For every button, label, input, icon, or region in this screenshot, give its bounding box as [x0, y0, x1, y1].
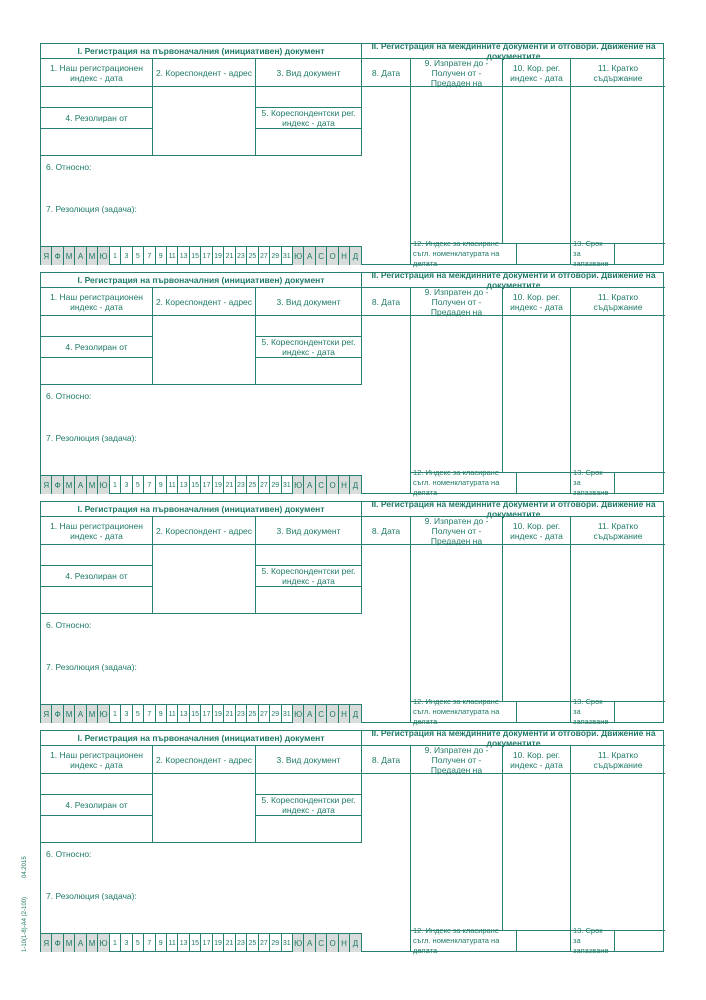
- day-marker[interactable]: 23: [236, 247, 247, 265]
- day-marker[interactable]: 21: [224, 934, 235, 952]
- day-marker[interactable]: 23: [236, 705, 247, 723]
- day-marker[interactable]: 11: [167, 705, 178, 723]
- field-9-label: 9. Изпратен до - Получен от - Предаден на: [411, 288, 503, 316]
- field-6-label: 6. Относно:: [46, 391, 92, 401]
- day-marker[interactable]: 9: [156, 476, 167, 494]
- month-day-strip: [41, 475, 362, 494]
- day-marker[interactable]: 17: [201, 247, 212, 265]
- section2-title: II. Регистрация на междинните документи и отговори. Движение на документите: [362, 273, 665, 288]
- day-marker[interactable]: 31: [282, 476, 293, 494]
- month-marker[interactable]: О: [327, 934, 338, 952]
- field-3-label: 3. Вид документ: [256, 288, 362, 316]
- month-marker[interactable]: М: [87, 705, 98, 723]
- day-marker[interactable]: 21: [224, 247, 235, 265]
- field-5-input[interactable]: [256, 129, 362, 156]
- day-marker[interactable]: 19: [213, 934, 224, 952]
- month-marker[interactable]: О: [327, 705, 338, 723]
- day-marker[interactable]: 23: [236, 476, 247, 494]
- month-marker[interactable]: Ю: [98, 705, 109, 723]
- month-marker[interactable]: А: [304, 705, 315, 723]
- day-marker[interactable]: 25: [247, 705, 258, 723]
- field-3-label: 3. Вид документ: [256, 517, 362, 545]
- field-1-label: 1. Наш регистрационен индекс - дата: [41, 59, 153, 87]
- form-code: 1-10(1-8)-А4 (2-100): [22, 896, 28, 952]
- field-8-label: 8. Дата: [362, 517, 411, 545]
- month-marker[interactable]: М: [87, 476, 98, 494]
- field-8-label: 8. Дата: [362, 288, 411, 316]
- month-marker[interactable]: А: [75, 705, 86, 723]
- section1-title: I. Регистрация на първоначалния (инициативен) документ: [41, 502, 362, 517]
- field-13-input[interactable]: [615, 473, 665, 493]
- field-9-input[interactable]: [411, 545, 503, 702]
- month-marker[interactable]: Я: [41, 476, 52, 494]
- day-marker[interactable]: 19: [213, 476, 224, 494]
- field-9-label: 9. Изпратен до - Получен от - Предаден на: [411, 517, 503, 545]
- field-12-label: 12. Индекс за класиране съгл. номенклатурата на делата: [411, 473, 517, 493]
- day-marker[interactable]: 9: [156, 247, 167, 265]
- day-marker[interactable]: 27: [259, 476, 270, 494]
- day-marker[interactable]: 7: [144, 934, 155, 952]
- field-13-label: 13. Срок за запазване: [571, 244, 615, 264]
- day-marker[interactable]: 7: [144, 247, 155, 265]
- field-5-label: 5. Кореспондентски рег. индекс - дата: [256, 795, 362, 816]
- field-4-input[interactable]: [41, 816, 153, 843]
- field-1-input[interactable]: [41, 774, 153, 795]
- field-2-input[interactable]: [153, 87, 256, 156]
- field-2-label: 2. Кореспондент - адрес: [153, 59, 256, 87]
- field-3-input[interactable]: [256, 774, 362, 795]
- field-8-input[interactable]: [362, 316, 411, 493]
- field-3-label: 3. Вид документ: [256, 746, 362, 774]
- day-marker[interactable]: 23: [236, 934, 247, 952]
- day-marker[interactable]: 27: [259, 705, 270, 723]
- month-marker[interactable]: Ю: [98, 934, 109, 952]
- field-11-input[interactable]: [571, 774, 665, 931]
- field-1-input[interactable]: [41, 316, 153, 337]
- field-10-input[interactable]: [503, 87, 571, 244]
- field-10-label: 10. Кор. рег. индекс - дата: [503, 746, 571, 774]
- day-marker[interactable]: 21: [224, 476, 235, 494]
- section1-title: I. Регистрация на първоначалния (инициативен) документ: [41, 731, 362, 746]
- field-11-input[interactable]: [571, 545, 665, 702]
- month-marker[interactable]: Ф: [52, 247, 63, 265]
- field-13-input[interactable]: [615, 244, 665, 264]
- day-marker[interactable]: 7: [144, 705, 155, 723]
- day-marker[interactable]: 1: [110, 476, 121, 494]
- field-1-label: 1. Наш регистрационен индекс - дата: [41, 517, 153, 545]
- field-9-input[interactable]: [411, 774, 503, 931]
- field-4-input[interactable]: [41, 129, 153, 156]
- month-marker[interactable]: Ф: [52, 934, 63, 952]
- field-9-label: 9. Изпратен до - Получен от - Предаден на: [411, 746, 503, 774]
- field-11-label: 11. Кратко съдържание: [571, 59, 665, 87]
- field-12-label: 12. Индекс за класиране съгл. номенклатурата на делата: [411, 931, 517, 951]
- day-marker[interactable]: 15: [190, 705, 201, 723]
- day-marker[interactable]: 3: [121, 247, 132, 265]
- field-5-label: 5. Кореспондентски рег. индекс - дата: [256, 566, 362, 587]
- month-marker[interactable]: Я: [41, 934, 52, 952]
- month-marker[interactable]: А: [304, 476, 315, 494]
- day-marker[interactable]: 5: [133, 934, 144, 952]
- field-11-input[interactable]: [571, 316, 665, 473]
- day-marker[interactable]: 13: [178, 476, 189, 494]
- field-2-label: 2. Кореспондент - адрес: [153, 746, 256, 774]
- day-marker[interactable]: 19: [213, 247, 224, 265]
- day-marker[interactable]: 21: [224, 705, 235, 723]
- field-1-label: 1. Наш регистрационен индекс - дата: [41, 288, 153, 316]
- month-marker[interactable]: Н: [339, 476, 350, 494]
- month-marker[interactable]: С: [316, 247, 327, 265]
- field-2-label: 2. Кореспондент - адрес: [153, 288, 256, 316]
- field-4-input[interactable]: [41, 587, 153, 614]
- month-marker[interactable]: Ю: [98, 247, 109, 265]
- day-marker[interactable]: 15: [190, 476, 201, 494]
- field-13-label: 13. Срок за запазване: [571, 473, 615, 493]
- day-marker[interactable]: 15: [190, 934, 201, 952]
- field-12-input[interactable]: [517, 702, 571, 722]
- field-9-label: 9. Изпратен до - Получен от - Предаден на: [411, 59, 503, 87]
- field-6-label: 6. Относно:: [46, 162, 92, 172]
- field-12-label: 12. Индекс за класиране съгл. номенклатурата на делата: [411, 244, 517, 264]
- day-marker[interactable]: 9: [156, 705, 167, 723]
- day-marker[interactable]: 15: [190, 247, 201, 265]
- field-5-input[interactable]: [256, 587, 362, 614]
- day-marker[interactable]: 1: [110, 934, 121, 952]
- month-marker[interactable]: М: [87, 934, 98, 952]
- day-marker[interactable]: 11: [167, 247, 178, 265]
- field-5-input[interactable]: [256, 816, 362, 843]
- month-marker[interactable]: А: [75, 247, 86, 265]
- field-13-label: 13. Срок за запазване: [571, 702, 615, 722]
- field-12-input[interactable]: [517, 244, 571, 264]
- field-11-label: 11. Кратко съдържание: [571, 746, 665, 774]
- registration-block: [40, 270, 664, 497]
- day-marker[interactable]: 31: [282, 247, 293, 265]
- month-marker[interactable]: С: [316, 476, 327, 494]
- field-10-input[interactable]: [503, 774, 571, 931]
- field-10-label: 10. Кор. рег. индекс - дата: [503, 517, 571, 545]
- field-5-label: 5. Кореспондентски рег. индекс - дата: [256, 108, 362, 129]
- field-9-input[interactable]: [411, 87, 503, 244]
- field-10-input[interactable]: [503, 545, 571, 702]
- day-marker[interactable]: 9: [156, 934, 167, 952]
- month-marker[interactable]: Ф: [52, 476, 63, 494]
- field-4-label: 4. Резолиран от: [41, 795, 153, 816]
- registration-block: [40, 728, 664, 955]
- day-marker[interactable]: 3: [121, 934, 132, 952]
- day-marker[interactable]: 29: [270, 476, 281, 494]
- field-1-input[interactable]: [41, 87, 153, 108]
- day-marker[interactable]: 13: [178, 705, 189, 723]
- month-marker[interactable]: М: [64, 934, 75, 952]
- field-3-label: 3. Вид документ: [256, 59, 362, 87]
- day-marker[interactable]: 27: [259, 934, 270, 952]
- field-4-label: 4. Резолиран от: [41, 566, 153, 587]
- field-2-label: 2. Кореспондент - адрес: [153, 517, 256, 545]
- day-marker[interactable]: 5: [133, 247, 144, 265]
- section1-title: I. Регистрация на първоначалния (инициативен) документ: [41, 44, 362, 59]
- field-4-label: 4. Резолиран от: [41, 108, 153, 129]
- month-day-strip: [41, 246, 362, 265]
- field-10-label: 10. Кор. рег. индекс - дата: [503, 288, 571, 316]
- day-marker[interactable]: 27: [259, 247, 270, 265]
- field-13-input[interactable]: [615, 931, 665, 951]
- day-marker[interactable]: 25: [247, 476, 258, 494]
- form-date: 04.2015: [22, 856, 28, 878]
- day-marker[interactable]: 29: [270, 247, 281, 265]
- field-8-label: 8. Дата: [362, 59, 411, 87]
- month-marker[interactable]: М: [64, 247, 75, 265]
- field-13-label: 13. Срок за запазване: [571, 931, 615, 951]
- day-marker[interactable]: 29: [270, 934, 281, 952]
- day-marker[interactable]: 31: [282, 705, 293, 723]
- month-marker[interactable]: Д: [350, 476, 361, 494]
- day-marker[interactable]: 29: [270, 705, 281, 723]
- field-7-label: 7. Резолюция (задача):: [46, 891, 137, 901]
- day-marker[interactable]: 3: [121, 476, 132, 494]
- month-marker[interactable]: Я: [41, 247, 52, 265]
- month-marker[interactable]: А: [304, 934, 315, 952]
- field-4-input[interactable]: [41, 358, 153, 385]
- field-7-label: 7. Резолюция (задача):: [46, 204, 137, 214]
- field-3-input[interactable]: [256, 545, 362, 566]
- month-marker[interactable]: Я: [41, 705, 52, 723]
- day-marker[interactable]: 13: [178, 247, 189, 265]
- month-marker[interactable]: А: [304, 247, 315, 265]
- month-day-strip: [41, 704, 362, 723]
- month-marker[interactable]: О: [327, 476, 338, 494]
- field-11-label: 11. Кратко съдържание: [571, 288, 665, 316]
- month-marker[interactable]: Ю: [293, 934, 304, 952]
- field-12-input[interactable]: [517, 931, 571, 951]
- day-marker[interactable]: 19: [213, 705, 224, 723]
- field-6-label: 6. Относно:: [46, 849, 92, 859]
- field-8-label: 8. Дата: [362, 746, 411, 774]
- month-marker[interactable]: Д: [350, 247, 361, 265]
- registration-block: [40, 41, 664, 268]
- month-marker[interactable]: Ф: [52, 705, 63, 723]
- field-1-label: 1. Наш регистрационен индекс - дата: [41, 746, 153, 774]
- field-11-input[interactable]: [571, 87, 665, 244]
- field-5-label: 5. Кореспондентски рег. индекс - дата: [256, 337, 362, 358]
- field-10-label: 10. Кор. рег. индекс - дата: [503, 59, 571, 87]
- month-marker[interactable]: Ю: [98, 476, 109, 494]
- month-marker[interactable]: М: [64, 705, 75, 723]
- month-marker[interactable]: М: [87, 247, 98, 265]
- month-marker[interactable]: Д: [350, 705, 361, 723]
- month-marker[interactable]: С: [316, 705, 327, 723]
- field-11-label: 11. Кратко съдържание: [571, 517, 665, 545]
- month-marker[interactable]: Н: [339, 705, 350, 723]
- field-8-input[interactable]: [362, 774, 411, 951]
- month-marker[interactable]: Н: [339, 247, 350, 265]
- day-marker[interactable]: 17: [201, 705, 212, 723]
- day-marker[interactable]: 25: [247, 934, 258, 952]
- field-6-label: 6. Относно:: [46, 620, 92, 630]
- field-7-label: 7. Резолюция (задача):: [46, 662, 137, 672]
- field-8-input[interactable]: [362, 545, 411, 722]
- field-12-input[interactable]: [517, 473, 571, 493]
- field-9-input[interactable]: [411, 316, 503, 473]
- day-marker[interactable]: 7: [144, 476, 155, 494]
- section1-title: I. Регистрация на първоначалния (инициативен) документ: [41, 273, 362, 288]
- field-10-input[interactable]: [503, 316, 571, 473]
- field-1-input[interactable]: [41, 545, 153, 566]
- field-12-label: 12. Индекс за класиране съгл. номенклатурата на делата: [411, 702, 517, 722]
- field-8-input[interactable]: [362, 87, 411, 264]
- month-marker[interactable]: С: [316, 934, 327, 952]
- section2-title: II. Регистрация на междинните документи и отговори. Движение на документите: [362, 44, 665, 59]
- day-marker[interactable]: 11: [167, 934, 178, 952]
- field-5-input[interactable]: [256, 358, 362, 385]
- field-3-input[interactable]: [256, 87, 362, 108]
- month-marker[interactable]: Ю: [293, 476, 304, 494]
- field-2-input[interactable]: [153, 774, 256, 843]
- field-13-input[interactable]: [615, 702, 665, 722]
- day-marker[interactable]: 11: [167, 476, 178, 494]
- field-3-input[interactable]: [256, 316, 362, 337]
- field-2-input[interactable]: [153, 316, 256, 385]
- day-marker[interactable]: 31: [282, 934, 293, 952]
- field-7-label: 7. Резолюция (задача):: [46, 433, 137, 443]
- field-4-label: 4. Резолиран от: [41, 337, 153, 358]
- day-marker[interactable]: 17: [201, 476, 212, 494]
- month-marker[interactable]: Ю: [293, 705, 304, 723]
- registration-block: [40, 499, 664, 726]
- section2-title: II. Регистрация на междинните документи и отговори. Движение на документите: [362, 502, 665, 517]
- day-marker[interactable]: 3: [121, 705, 132, 723]
- month-marker[interactable]: Н: [339, 934, 350, 952]
- month-marker[interactable]: А: [75, 934, 86, 952]
- section2-title: II. Регистрация на междинните документи и отговори. Движение на документите: [362, 731, 665, 746]
- day-marker[interactable]: 17: [201, 934, 212, 952]
- month-marker[interactable]: А: [75, 476, 86, 494]
- day-marker[interactable]: 5: [133, 705, 144, 723]
- month-day-strip: [41, 933, 362, 952]
- day-marker[interactable]: 1: [110, 705, 121, 723]
- month-marker[interactable]: Д: [350, 934, 361, 952]
- month-marker[interactable]: М: [64, 476, 75, 494]
- day-marker[interactable]: 13: [178, 934, 189, 952]
- day-marker[interactable]: 5: [133, 476, 144, 494]
- day-marker[interactable]: 25: [247, 247, 258, 265]
- month-marker[interactable]: Ю: [293, 247, 304, 265]
- month-marker[interactable]: О: [327, 247, 338, 265]
- field-2-input[interactable]: [153, 545, 256, 614]
- day-marker[interactable]: 1: [110, 247, 121, 265]
